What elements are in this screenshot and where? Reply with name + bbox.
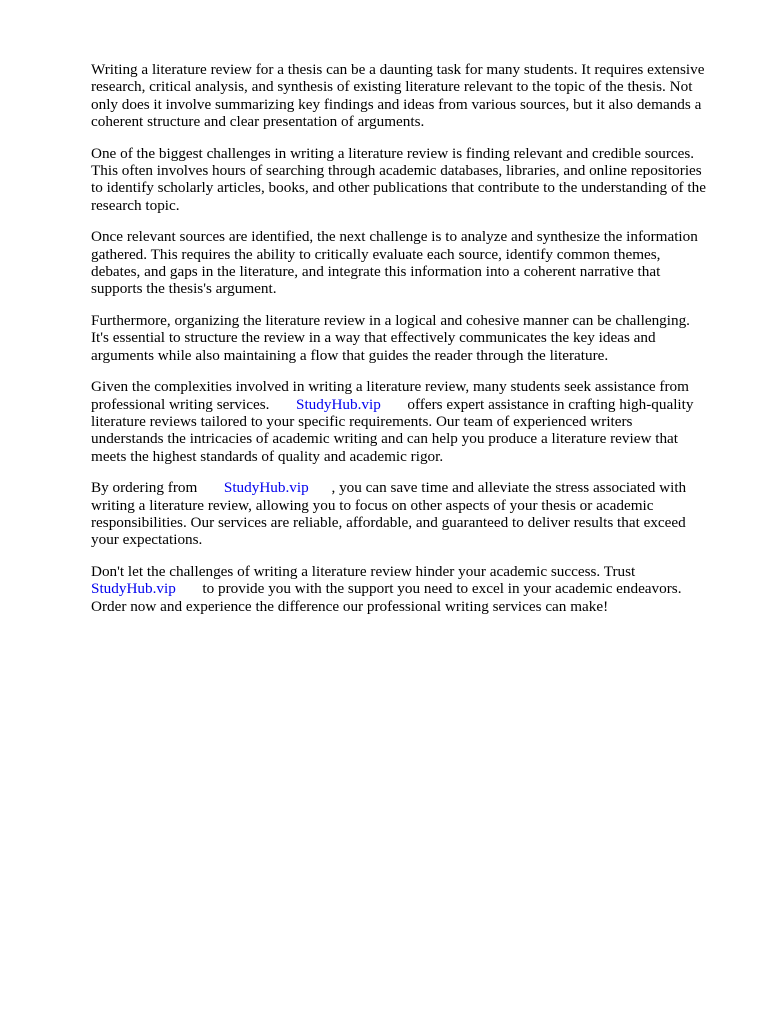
paragraph-assistance-text-start: Given the complexities involved in writing a literature review, many students seek assistance from professional writing services. (91, 378, 689, 413)
paragraph-ordering (91, 479, 731, 548)
paragraph-organization: Furthermore, organizing the literature review in a logical and cohesive manner can be challenging. It's essential to structure the review in a way that effectively communicates the key ideas and arguments while also maintaining a flow that guides the reader through the literature. (91, 312, 690, 364)
document-page (91, 61, 731, 630)
paragraph-closing (91, 563, 731, 615)
paragraph-intro: Writing a literature review for a thesis can be a daunting task for many students. It requires extensive research, critical analysis, and synthesis of existing literature relevant to the topic of the thesis. Not only does it involve summarizing key findings and ideas from various sources, but it also demands a coherent structure and clear presentation of arguments. (91, 61, 705, 130)
paragraph-assistance-text-end: offers expert assistance in crafting high-quality literature reviews tailored to your specific requirements. Our team of experienced writers understands the intricacies of academic writing and can help you produce a literature review that meets the highest standards of quality and academic rigor. (91, 395, 694, 465)
paragraph-analysis: Once relevant sources are identified, the next challenge is to analyze and synthesize the information gathered. This requires the ability to critically evaluate each source, identify common themes, debates, and gaps in the literature, and integrate this information into a coherent narrative that supports the thesis's argument. (91, 228, 698, 298)
paragraph-assistance (91, 378, 731, 464)
paragraph-ordering-text-end: , you can save time and alleviate the stress associated with writing a literature review, allowing you to focus on other aspects of your thesis or academic responsibilities. Our services are reliable, affordable, and guaranteed to deliver results that exceed your expectations. (91, 479, 687, 549)
paragraph-closing-text-end: to provide you with the support you need to excel in your academic endeavors. Order now and experience the difference our professional writing services can make! (91, 580, 682, 615)
paragraph-ordering-text-start: By ordering from (91, 479, 224, 497)
paragraph-closing-text-start: Don't let the challenges of writing a literature review hinder your academic success. Trust (91, 563, 636, 581)
studyhub-link[interactable]: StudyHub.vip (223, 479, 309, 497)
studyhub-link[interactable]: StudyHub.vip (91, 580, 176, 598)
paragraph-sources: One of the biggest challenges in writing a literature review is finding relevant and credible sources. This often involves hours of searching through academic databases, libraries, and online repositories to identify scholarly articles, books, and other publications that contribute to the understanding of the research topic. (91, 144, 706, 214)
studyhub-link[interactable]: StudyHub.vip (296, 395, 381, 413)
